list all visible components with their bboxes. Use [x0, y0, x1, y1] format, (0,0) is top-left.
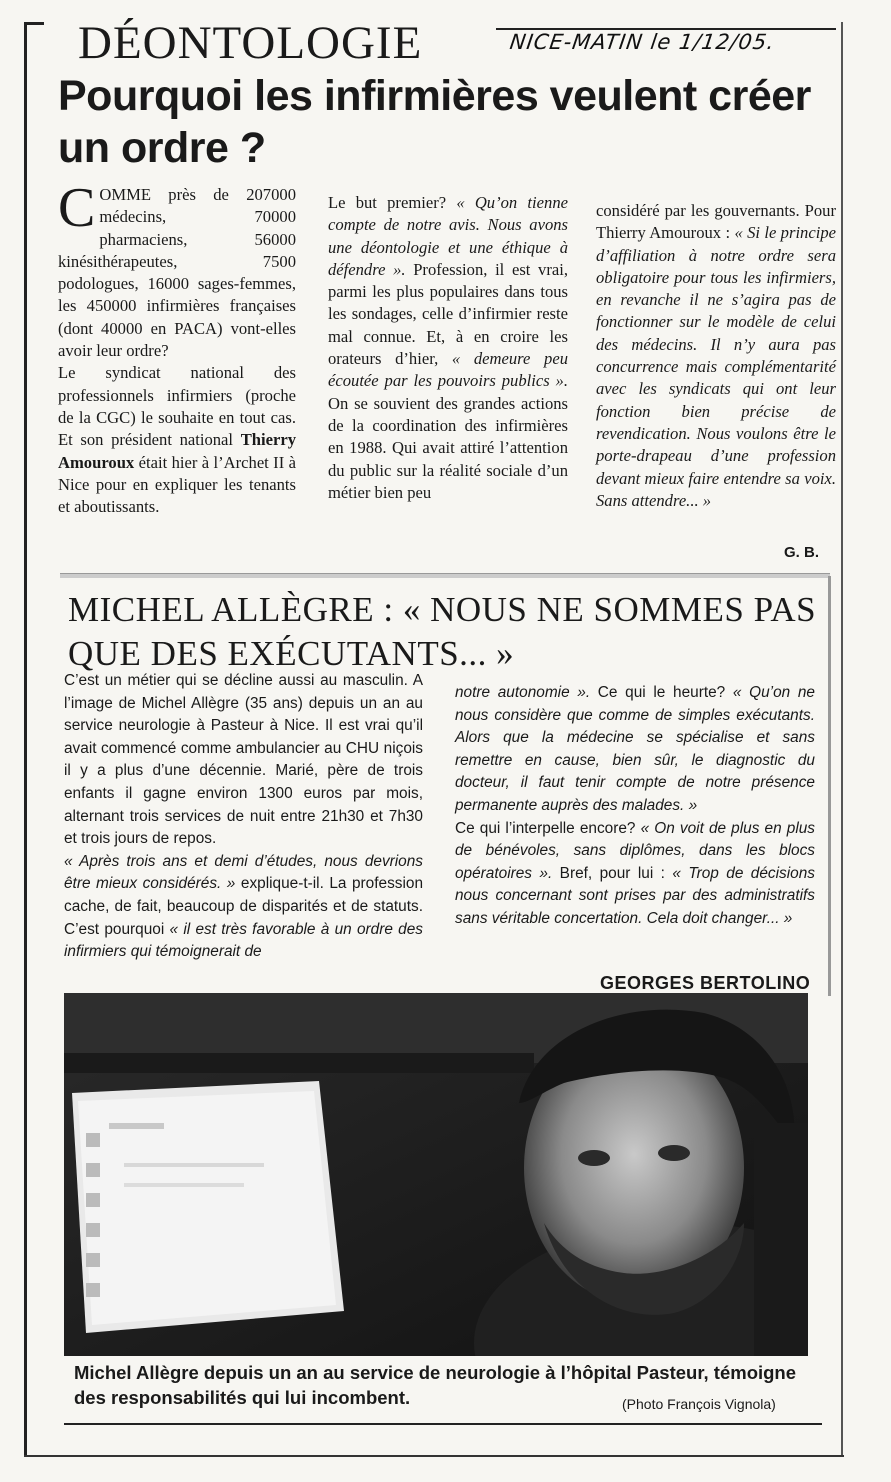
- photo-credit: (Photo François Vignola): [622, 1396, 776, 1412]
- paragraph-2-end: était hier à l’Archet II à Nice pour en expliquer les tenants et aboutissants.: [58, 452, 296, 517]
- sidebar-column-2: [455, 682, 815, 931]
- paragraph-2-start: Le syndicat national des professionnels infirmiers (proche de la CGC) le souhaite en tout cas. Et son président national: [58, 363, 296, 450]
- quote-segment: « Qu’on ne nous considère que comme de simples exécutants. Alors que la médecine se spécialise et sans remettre en cause, bien sûr, le diagnostic du docteur, il faut tenir compte de notre présence permanente auprès des malades. »: [455, 684, 815, 814]
- text-segment: Le but premier?: [328, 193, 457, 212]
- sidebar-box-top-rule: [60, 573, 830, 578]
- quote-segment: « Après trois ans et demi d’études, nous devrions être mieux considérés. »: [64, 852, 423, 893]
- quote-segment: « Si le principe d’affiliation à notre ordre sera obligatoire pour tous les infirmiers, en revanche il ne s’agira pas de fonctionner sur le modèle de celui des médecins. Il n’y aura pas concurrence mais complémentarité avec les syndicats qui ont leur fonction bien précise de revendication. Nous voulons être le porte-drapeau d’une profession devant mieux faire entendre sa voix. Sans attendre... »: [596, 223, 836, 510]
- frame-left-rule: [24, 22, 27, 1457]
- drop-cap: C: [58, 177, 96, 239]
- news-photo: [64, 993, 808, 1356]
- sidebar-heading: MICHEL ALLÈGRE : « NOUS NE SOMMES PAS QUE DES EXÉCUTANTS... »: [68, 590, 817, 673]
- text-segment: C’est un métier qui se décline aussi au masculin. A l’image de Michel Allègre (35 ans) depuis un an au service neurologie à Pasteur à Nice. Il est vrai qu’il avait commencé comme ambulancier au CHU niçois il y a plus d’une décennie. Marié, père de trois enfants il gagne environ 1300 euros par mois, alternant trois services de nuit entre 21h30 et 7h30 et trois jours de repos.: [64, 672, 423, 848]
- quote-segment: « Trop de décisions nous concernant sont prises par des administratifs sans véritable concertation. Cela doit changer... »: [455, 864, 815, 927]
- text-segment: Ce qui le heurte?: [590, 684, 733, 701]
- smallcaps-lead: OMME: [99, 185, 151, 204]
- article-column-2: [328, 192, 568, 504]
- person-name: Thierry Amouroux: [58, 430, 296, 472]
- quote-segment: notre autonomie ».: [455, 684, 591, 701]
- article-column-1: [58, 177, 296, 518]
- caption-rule: [64, 1423, 822, 1425]
- sidebar-box-right-rule: [828, 576, 831, 996]
- text-segment: On se souvient des grandes actions de la coordination des infirmières en 1988. Qui avait attiré l’attention du public sur la réalité sociale d’un métier bien peu: [328, 393, 568, 502]
- frame-top-rule: [24, 22, 44, 25]
- text-segment: Bref, pour lui :: [552, 864, 673, 882]
- photo-illustration: [64, 993, 808, 1356]
- photo-caption: Michel Allègre depuis un an au service de neurologie à l’hôpital Pasteur, témoigne des responsabilités qui lui incombent.: [74, 1362, 797, 1408]
- frame-bottom-rule: [24, 1455, 844, 1457]
- article-headline: Pourquoi les infirmières veulent créer un ordre ?: [58, 72, 811, 172]
- sidebar-signature: GEORGES BERTOLINO: [600, 973, 811, 993]
- text-segment: Ce qui l’interpelle encore?: [455, 819, 641, 837]
- article-signature: G. B.: [784, 544, 820, 561]
- quote-segment: « Qu’on tienne compte de notre avis. Nous avons une déontologie et une éthique à défendre ».: [328, 193, 568, 279]
- quote-segment: « demeure peu écoutée par les pouvoirs publics ».: [328, 349, 568, 391]
- article-column-3: [596, 200, 836, 512]
- paragraph-1: près de 207000 médecins, 70000 pharmaciens, 56000 kinésithérapeutes, 7500 podologues, 16000 sages-femmes, les 450000 infirmières françaises (dont 40000 en PACA) vont-elles avoir leur ordre?: [58, 185, 296, 361]
- text-segment: considéré par les gouvernants. Pour Thierry Amouroux :: [596, 201, 836, 243]
- text-segment: explique-t-il. La profession cache, de fait, beaucoup de disparités et de statuts. C’est pourquoi: [64, 875, 423, 938]
- text-segment: Profession, il est vrai, parmi les plus populaires dans tous les sondages, celle d’infirmier reste mal connue. Et, à en croire les orateurs d’hier,: [328, 259, 568, 369]
- handwritten-source-note: NICE-MATIN le 1/12/05.: [508, 30, 777, 54]
- frame-right-rule: [841, 22, 843, 1457]
- sidebar-column-1: [64, 670, 423, 964]
- section-rubric: DÉONTOLOGIE: [78, 17, 423, 69]
- quote-segment: « On voit de plus en plus de bénévoles, sans diplômes, dans les blocs opératoires ».: [455, 819, 815, 882]
- quote-segment: « il est très favorable à un ordre des infirmiers qui témoignerait de: [64, 920, 423, 961]
